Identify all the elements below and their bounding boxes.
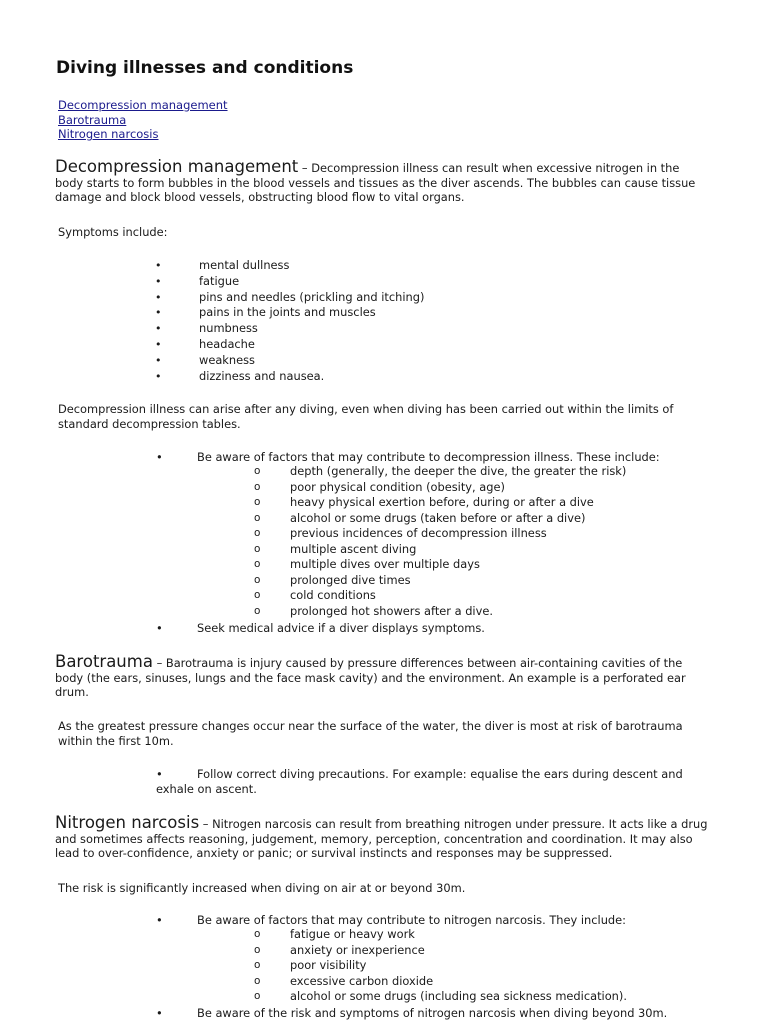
narcosis-intro xyxy=(55,813,710,861)
decompression-factors-list xyxy=(254,464,626,619)
symptoms-list xyxy=(155,258,424,384)
list-item: • weakness xyxy=(155,353,424,369)
barotrauma-dash: – xyxy=(152,656,166,670)
decompression-heading: Decompression management xyxy=(55,157,299,176)
list-item: o heavy physical exertion before, during or after a dive xyxy=(254,495,626,511)
narcosis-factors-lead: • Be aware of factors that may contribute to nitrogen narcosis. They include: xyxy=(156,913,716,929)
barotrauma-note: As the greatest pressure changes occur near the surface of the water, the diver is most at risk of barotrauma within the first 10m. xyxy=(58,719,683,748)
list-item: o anxiety or inexperience xyxy=(254,943,627,959)
barotrauma-intro-text: Barotrauma is injury caused by pressure differences between air-containing cavities of the body (the ears, sinuses, lungs and the face mask cavity) and the environment. An example is a perforated ear drum. xyxy=(55,656,686,699)
list-item: o prolonged hot showers after a dive. xyxy=(254,604,626,620)
list-item: o excessive carbon dioxide xyxy=(254,974,627,990)
list-item: o multiple dives over multiple days xyxy=(254,557,626,573)
symptoms-label: Symptoms include: xyxy=(58,225,168,239)
narcosis-intro-text: Nitrogen narcosis can result from breathing nitrogen under pressure. It acts like a drug and sometimes affects reasoning, judgement, memory, perception, concentration and coordination. It may also lead to over-confidence, anxiety or panic; or survival instincts and responses may be suppressed. xyxy=(55,817,708,860)
narcosis-note: The risk is significantly increased when diving on air at or beyond 30m. xyxy=(58,881,466,895)
list-item: • mental dullness xyxy=(155,258,424,274)
barotrauma-precaution xyxy=(156,767,711,796)
decompression-factors-lead: • Be aware of factors that may contribute to decompression illness. These include: xyxy=(156,450,716,466)
narcosis-factors-list xyxy=(254,927,627,1005)
list-item: • pins and needles (prickling and itching) xyxy=(155,290,424,306)
barotrauma-intro xyxy=(55,652,710,700)
barotrauma-precaution-text: Follow correct diving precautions. For example: equalise the ears during descent and exhale on ascent. xyxy=(156,767,683,796)
list-item: • fatigue xyxy=(155,274,424,290)
narcosis-advice: • Be aware of the risk and symptoms of nitrogen narcosis when diving beyond 30m. xyxy=(156,1006,726,1022)
table-of-contents xyxy=(58,98,228,142)
decompression-dash: – xyxy=(298,161,312,175)
list-item: o depth (generally, the deeper the dive, the greater the risk) xyxy=(254,464,626,480)
narcosis-heading: Nitrogen narcosis xyxy=(55,813,200,832)
toc-link-barotrauma[interactable]: Barotrauma xyxy=(58,112,127,127)
list-item: o alcohol or some drugs (including sea sickness medication). xyxy=(254,989,627,1005)
list-item: o cold conditions xyxy=(254,588,626,604)
list-item: o poor visibility xyxy=(254,958,627,974)
page-title: Diving illnesses and conditions xyxy=(56,58,354,78)
decompression-note: Decompression illness can arise after any diving, even when diving has been carried out within the limits of standard decompression tables. xyxy=(58,402,674,431)
list-item: o prolonged dive times xyxy=(254,573,626,589)
list-item: o alcohol or some drugs (taken before or after a dive) xyxy=(254,511,626,527)
decompression-advice: • Seek medical advice if a diver displays symptoms. xyxy=(156,621,716,637)
decompression-intro xyxy=(55,157,710,205)
toc-link-decompression[interactable]: Decompression management xyxy=(58,98,228,112)
list-item: o multiple ascent diving xyxy=(254,542,626,558)
list-item: o poor physical condition (obesity, age) xyxy=(254,480,626,496)
toc-link-narcosis[interactable]: Nitrogen narcosis xyxy=(58,127,159,141)
bullet: • xyxy=(156,767,163,781)
list-item: • dizziness and nausea. xyxy=(155,369,424,385)
list-item: o previous incidences of decompression illness xyxy=(254,526,626,542)
decompression-intro-text: Decompression illness can result when excessive nitrogen in the body starts to form bubbles in the blood vessels and tissues as the diver ascends. The bubbles can cause tissue damage and block blood vessels, obstructing blood flow to vital organs. xyxy=(55,161,696,204)
list-item: o fatigue or heavy work xyxy=(254,927,627,943)
list-item: • headache xyxy=(155,337,424,353)
list-item: • pains in the joints and muscles xyxy=(155,305,424,321)
narcosis-dash: – xyxy=(199,817,213,831)
list-item: • numbness xyxy=(155,321,424,337)
barotrauma-heading: Barotrauma xyxy=(55,652,153,671)
